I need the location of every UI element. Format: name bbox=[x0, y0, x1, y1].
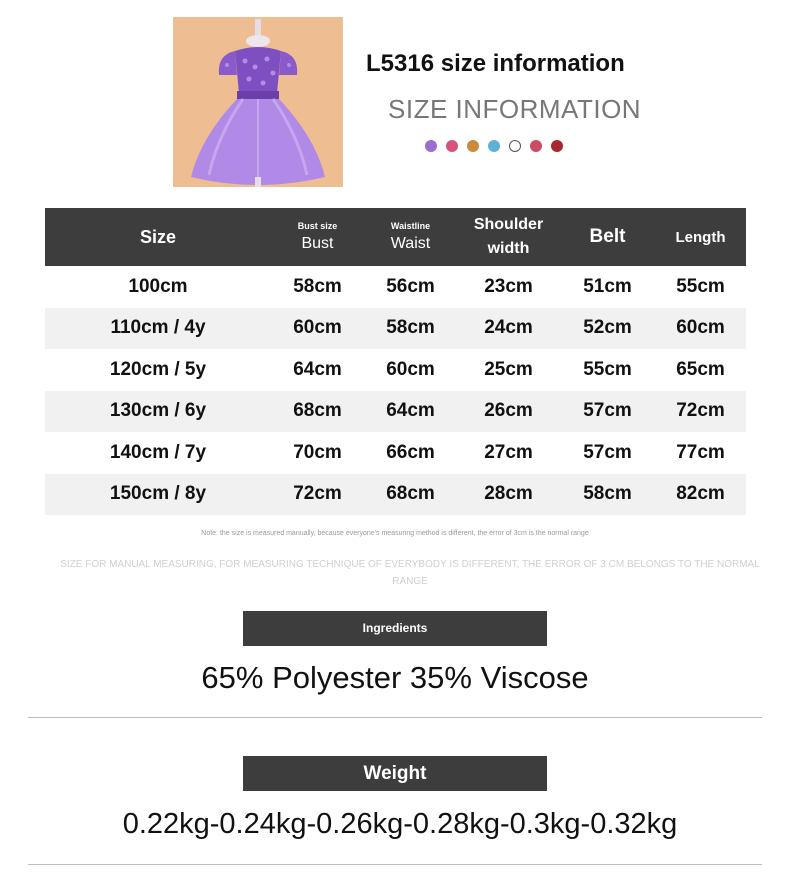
cell-belt: 55cm bbox=[583, 358, 632, 380]
cell-size: 150cm / 8y bbox=[109, 483, 207, 505]
cell-bust: 58cm bbox=[293, 275, 342, 297]
dress-illustration bbox=[173, 17, 343, 187]
header-length: Length bbox=[675, 228, 726, 246]
cell-belt: 57cm bbox=[583, 441, 632, 463]
cell-shoulder: 27cm bbox=[484, 441, 533, 463]
color-swatch-rose bbox=[446, 140, 458, 152]
size-table bbox=[45, 208, 746, 515]
ingredients-label: Ingredients bbox=[243, 611, 547, 646]
color-swatch-purple bbox=[425, 140, 437, 152]
cell-waist: 58cm bbox=[386, 317, 435, 339]
cell-waist: 56cm bbox=[386, 275, 435, 297]
cell-bust: 68cm bbox=[293, 400, 342, 422]
table-row bbox=[45, 474, 746, 516]
header-shoulder-line2: width bbox=[487, 240, 530, 257]
page-subtitle: SIZE INFORMATION bbox=[388, 94, 642, 124]
cell-length: 72cm bbox=[676, 400, 725, 422]
weight-value: 0.22kg-0.24kg-0.26kg-0.28kg-0.3kg-0.32kg bbox=[122, 808, 678, 840]
cell-shoulder: 28cm bbox=[484, 483, 533, 505]
cell-shoulder: 26cm bbox=[484, 400, 533, 422]
cell-size: 120cm / 5y bbox=[109, 358, 207, 380]
product-photo bbox=[173, 17, 343, 187]
color-swatch-caramel bbox=[467, 140, 479, 152]
cell-length: 77cm bbox=[676, 441, 725, 463]
cell-waist: 64cm bbox=[386, 400, 435, 422]
cell-shoulder: 25cm bbox=[484, 358, 533, 380]
header-size: Size bbox=[139, 226, 177, 247]
size-table-body bbox=[45, 266, 746, 515]
header-waist bbox=[364, 208, 457, 266]
cell-size: 110cm / 4y bbox=[110, 317, 206, 339]
header-bust-label: Bust bbox=[301, 235, 334, 252]
cell-bust: 72cm bbox=[293, 483, 342, 505]
cell-size: 130cm / 6y bbox=[109, 400, 207, 422]
divider bbox=[28, 717, 762, 718]
cell-size: 140cm / 7y bbox=[109, 441, 207, 463]
cell-size: 100cm bbox=[128, 275, 188, 297]
cell-belt: 51cm bbox=[583, 275, 632, 297]
cell-length: 55cm bbox=[676, 275, 725, 297]
header-waist-label: Waist bbox=[390, 235, 431, 252]
cell-length: 60cm bbox=[676, 317, 725, 339]
cell-belt: 58cm bbox=[583, 483, 632, 505]
measurement-note: Note: the size is measured manually, because everyone's measuring method is different, the error of 3cm is the normal range bbox=[201, 530, 589, 537]
cell-bust: 60cm bbox=[293, 317, 342, 339]
header-shoulder-line1: Shoulder bbox=[473, 216, 544, 233]
cell-shoulder: 24cm bbox=[484, 317, 533, 339]
cell-bust: 70cm bbox=[293, 441, 342, 463]
table-row bbox=[45, 391, 746, 433]
cell-belt: 57cm bbox=[583, 400, 632, 422]
color-swatch-burgundy bbox=[551, 140, 563, 152]
page-title: L5316 size information bbox=[366, 50, 625, 77]
weight-label: Weight bbox=[243, 756, 547, 791]
table-row bbox=[45, 266, 746, 308]
table-row bbox=[45, 349, 746, 391]
table-row bbox=[45, 308, 746, 350]
cell-length: 65cm bbox=[676, 358, 725, 380]
header-shoulder bbox=[457, 208, 560, 266]
cell-length: 82cm bbox=[676, 483, 725, 505]
color-swatches bbox=[425, 140, 563, 152]
header-waist-small: Waistline bbox=[390, 221, 431, 231]
measurement-caption: SIZE FOR MANUAL MEASURING, FOR MEASURING TECHNIQUE OF EVERYBODY IS DIFFERENT, THE ERROR OF 3 CM BELONGS TO THE NORMAL RANGE bbox=[60, 559, 760, 587]
cell-waist: 66cm bbox=[386, 441, 435, 463]
cell-belt: 52cm bbox=[583, 317, 632, 339]
size-table-header bbox=[45, 208, 746, 266]
cell-shoulder: 23cm bbox=[484, 275, 533, 297]
cell-bust: 64cm bbox=[293, 358, 342, 380]
ingredients-value: 65% Polyester 35% Viscose bbox=[201, 660, 589, 695]
color-swatch-pink-red bbox=[530, 140, 542, 152]
table-row bbox=[45, 432, 746, 474]
cell-waist: 68cm bbox=[386, 483, 435, 505]
divider bbox=[28, 864, 762, 865]
header-bust-small: Bust size bbox=[297, 221, 338, 231]
header-bust bbox=[271, 208, 364, 266]
color-swatch-sky-blue bbox=[488, 140, 500, 152]
cell-waist: 60cm bbox=[386, 358, 435, 380]
color-swatch-white bbox=[509, 140, 521, 152]
header-belt: Belt bbox=[589, 226, 626, 247]
